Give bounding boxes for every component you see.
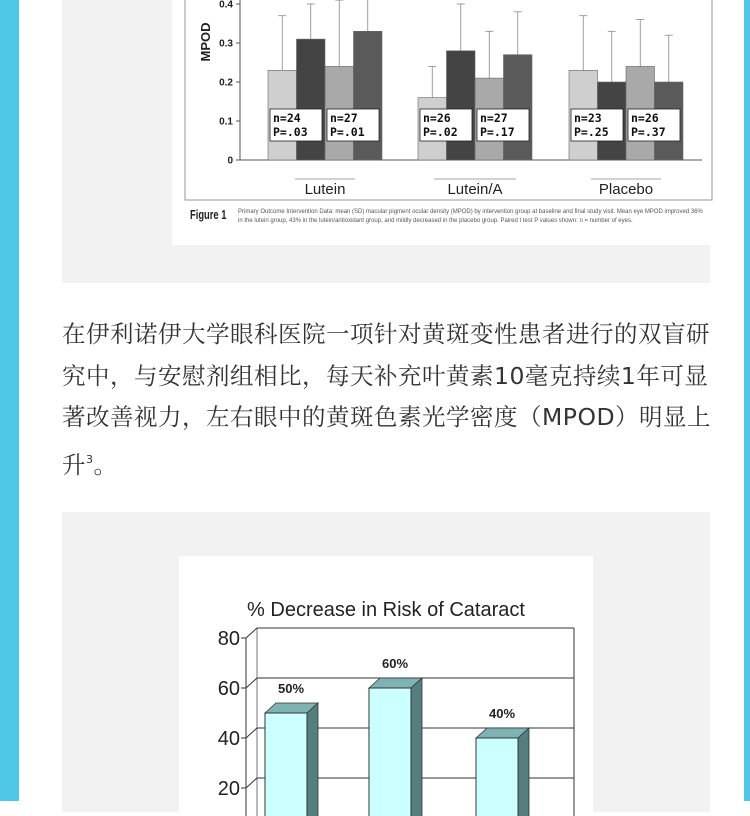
right-accent-strip	[744, 0, 750, 801]
figure1-card	[62, 0, 710, 283]
stat-annotation-p: P=.01	[330, 125, 365, 139]
stat-annotation-n: n=26	[631, 111, 659, 125]
stat-annotation-p: P=.25	[574, 125, 609, 139]
cataract-bar	[369, 688, 411, 816]
stat-annotation-p: P=.02	[423, 125, 458, 139]
x-category-label: Placebo	[598, 181, 654, 198]
stat-annotation-p: P=.17	[480, 125, 515, 139]
bar-data-label: 50%	[277, 681, 305, 696]
figure1-caption-label: Figure 1	[190, 207, 227, 222]
bar-side-face	[518, 728, 529, 816]
y-axis-label: MPOD	[198, 22, 213, 62]
left-accent-strip	[0, 0, 19, 801]
y-tick-label: 20	[217, 778, 240, 800]
stat-annotation-p: P=.03	[273, 125, 308, 139]
cataract-risk-chart	[179, 556, 593, 816]
y-tick-label: 0.1	[219, 116, 233, 128]
chart-title: % Decrease in Risk of Cataract	[247, 599, 525, 621]
paragraph-tail: 。	[93, 450, 118, 479]
x-category-label: Lutein	[304, 181, 346, 198]
figure1-caption-text: Primary Outcome Intervention Data: mean (SD) macular pigment ocular density (MPOD) by intervention group at baseline and final study visit. Mean eye MPOD improved 36% in the lutein group, 43% in the lutein/antioxidant group, and mildly decreased in the placebo group. Paired t test P values shown: n = number of eyes.	[238, 209, 703, 224]
x-category-label: Lutein/A	[447, 181, 503, 198]
bar-side-face	[411, 678, 422, 816]
paragraph-text: 在伊利诺伊大学眼科医院一项针对黄斑变性患者进行的双盲研究中，与安慰剂组相比，每天补充叶黄素10毫克持续1年可显著改善视力，左右眼中的黄斑色素光学密度（MPOD）明显上升	[62, 320, 712, 479]
mpod-bar	[297, 39, 326, 160]
mpod-bar-chart	[172, 0, 724, 205]
citation-superscript: 3	[86, 452, 94, 466]
bar-data-label: 40%	[488, 706, 516, 721]
y-tick-label: 0.4	[219, 0, 233, 11]
y-tick-label: 0	[227, 155, 233, 167]
mpod-bar	[504, 55, 533, 160]
stat-annotation-n: n=23	[574, 111, 602, 125]
stat-annotation-n: n=24	[273, 111, 301, 125]
mpod-figure	[172, 0, 724, 245]
mpod-bar	[447, 51, 476, 160]
y-tick-label: 0.2	[219, 77, 233, 89]
stat-annotation-n: n=26	[423, 111, 451, 125]
stat-annotation-n: n=27	[330, 111, 358, 125]
bar-side-face	[307, 703, 318, 816]
cataract-bar	[476, 738, 518, 816]
y-tick-label: 60	[217, 678, 240, 700]
stat-annotation-p: P=.37	[631, 125, 666, 139]
lutein-study-paragraph	[62, 314, 712, 486]
y-tick-label: 40	[217, 728, 240, 750]
y-tick-label: 0.3	[219, 38, 233, 50]
figure2-card	[62, 512, 710, 812]
y-tick-label: 80	[217, 628, 240, 650]
bar-data-label: 60%	[381, 656, 409, 671]
cataract-figure	[179, 556, 593, 816]
stat-annotation-n: n=27	[480, 111, 508, 125]
